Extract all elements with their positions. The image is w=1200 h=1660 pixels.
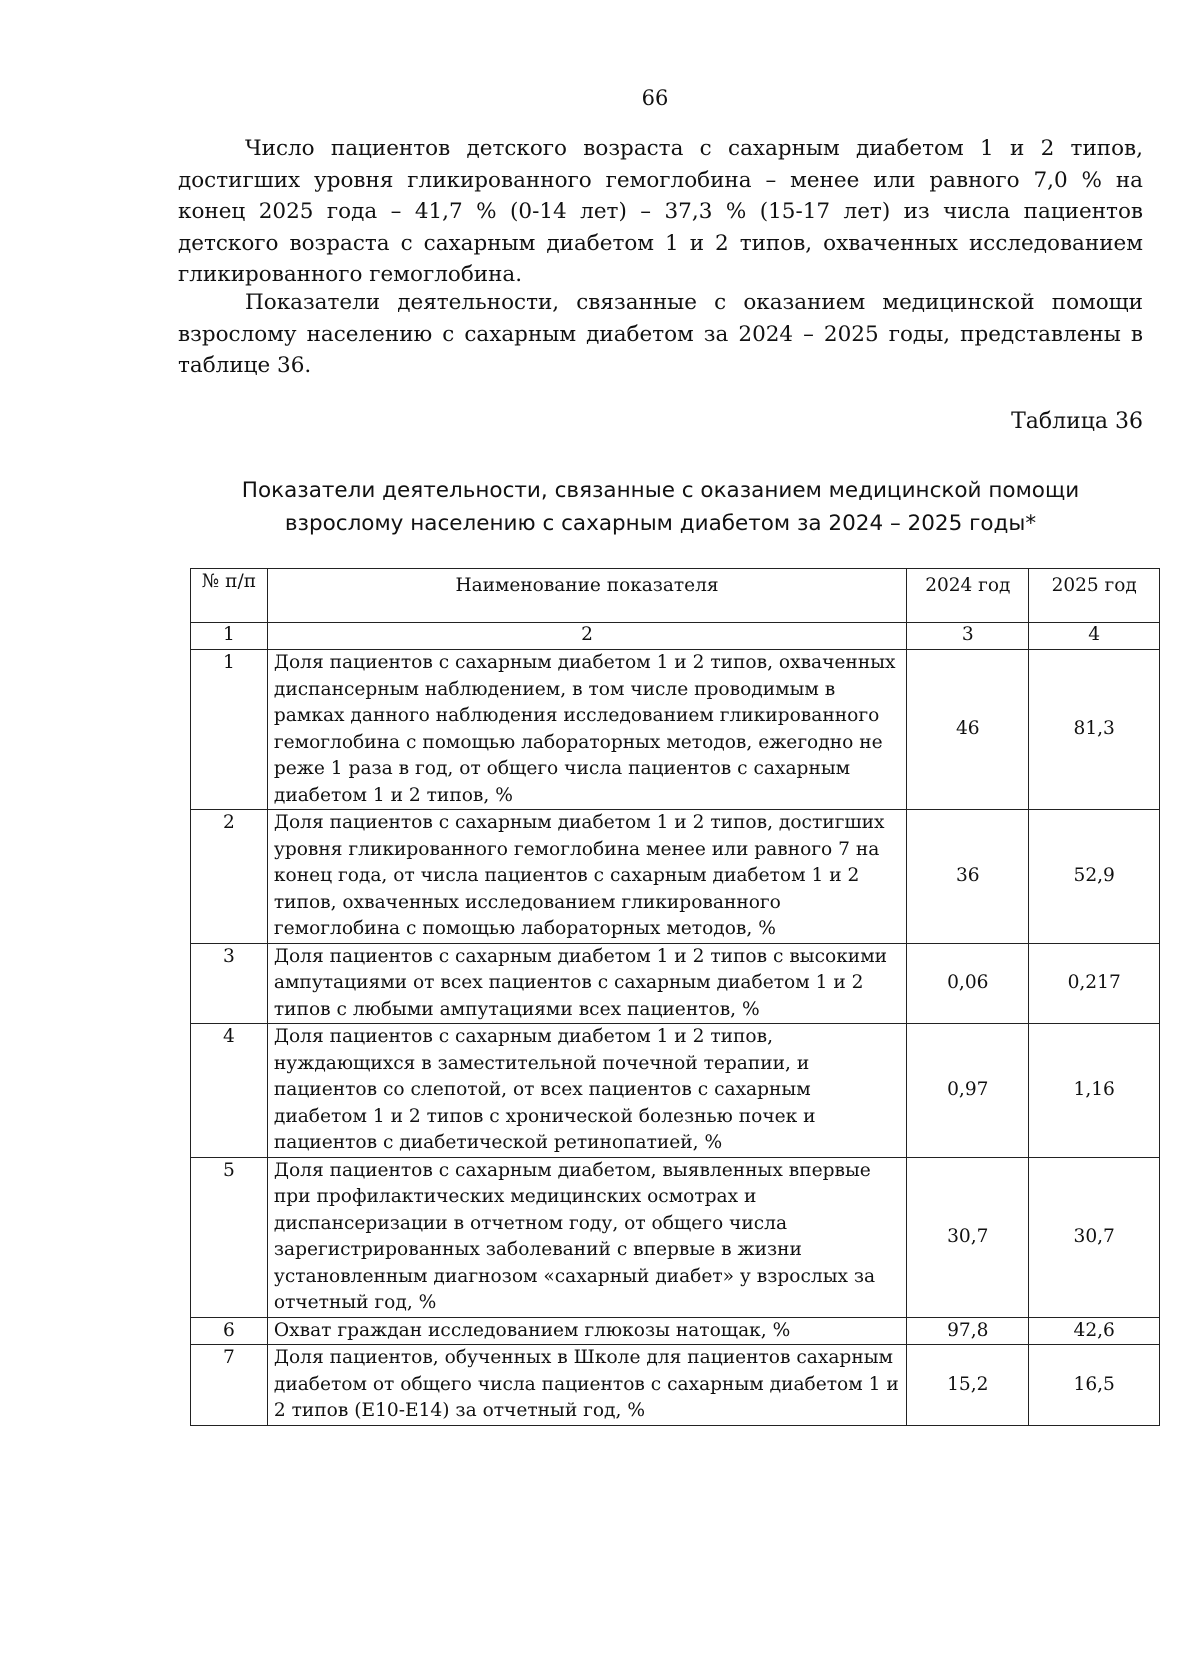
indicators-table [190, 568, 1160, 1426]
row-number: 4 [191, 1024, 268, 1158]
table-body [191, 623, 1160, 1426]
column-number: 3 [907, 623, 1029, 650]
value-2024: 46 [907, 650, 1029, 810]
row-number: 6 [191, 1317, 268, 1345]
row-number: 1 [191, 650, 268, 810]
indicator-name: Доля пациентов с сахарным диабетом 1 и 2 типов, охваченных диспансерным наблюдением, в том числе проводимым в рамках данного наблюдения исследованием гликированного гемоглобина с помощью лабораторных методов, ежегодно не реже 1 раза в год, от общего числа пациентов с сахарным диабетом 1 и 2 типов, % [267, 650, 906, 810]
value-2024: 15,2 [907, 1345, 1029, 1426]
row-number: 5 [191, 1157, 268, 1317]
table-row [191, 943, 1160, 1024]
indicator-name: Доля пациентов с сахарным диабетом 1 и 2 типов, достигших уровня гликированного гемоглобина менее или равного 7 на конец года, от числа пациентов с сахарным диабетом 1 и 2 типов, охваченных исследованием гликированного гемоглобина с помощью лабораторных методов, % [267, 810, 906, 944]
value-2025: 81,3 [1029, 650, 1160, 810]
header-2024: 2024 год [907, 569, 1029, 623]
value-2025: 1,16 [1029, 1024, 1160, 1158]
table-row [191, 810, 1160, 944]
table-row [191, 1345, 1160, 1426]
indicator-name: Доля пациентов с сахарным диабетом, выявленных впервые при профилактических медицинских осмотрах и диспансеризации в отчетном году, от общего числа зарегистрированных заболеваний с впервые в жизни установленным диагнозом «сахарный диабет» у взрослых за отчетный год, % [267, 1157, 906, 1317]
row-number: 2 [191, 810, 268, 944]
column-number: 1 [191, 623, 268, 650]
column-number: 4 [1029, 623, 1160, 650]
table-title-line-1: Показатели деятельности, связанные с оказанием медицинской помощи [241, 478, 1080, 503]
header-num: № п/п [191, 569, 268, 623]
indicator-name: Охват граждан исследованием глюкозы натощак, % [267, 1317, 906, 1345]
value-2025: 52,9 [1029, 810, 1160, 944]
value-2024: 30,7 [907, 1157, 1029, 1317]
table-row [191, 1157, 1160, 1317]
paragraph-children-hba1c: Число пациентов детского возраста с сахарным диабетом 1 и 2 типов, достигших уровня гликированного гемоглобина – менее или равного 7,0 % на конец 2025 года – 41,7 % (0-14 лет) – 37,3 % (15-17 лет) из числа пациентов детского возраста с сахарным диабетом 1 и 2 типов, охваченных исследованием гликированного гемоглобина. [178, 136, 1143, 287]
value-2024: 0,97 [907, 1024, 1029, 1158]
page-number: 66 [641, 86, 669, 110]
indicator-name: Доля пациентов с сахарным диабетом 1 и 2 типов с высокими ампутациями от всех пациентов с сахарным диабетом 1 и 2 типов с любыми ампутациями всех пациентов, % [267, 943, 906, 1024]
row-number: 7 [191, 1345, 268, 1426]
value-2025: 16,5 [1029, 1345, 1160, 1426]
value-2024: 97,8 [907, 1317, 1029, 1345]
header-name: Наименование показателя [267, 569, 906, 623]
value-2025: 42,6 [1029, 1317, 1160, 1345]
table-title [178, 474, 1143, 540]
header-2025: 2025 год [1029, 569, 1160, 623]
table-row [191, 1317, 1160, 1345]
table-row [191, 650, 1160, 810]
value-2025: 0,217 [1029, 943, 1160, 1024]
paragraph-table-intro: Показатели деятельности, связанные с оказанием медицинской помощи взрослому населению с сахарным диабетом за 2024 – 2025 годы, представлены в таблице 36. [178, 290, 1143, 378]
indicator-name: Доля пациентов с сахарным диабетом 1 и 2 типов, нуждающихся в заместительной почечной терапии, и пациентов со слепотой, от всех пациентов с сахарным диабетом 1 и 2 типов с хронической болезнью почек и пациентов с диабетической ретинопатией, % [267, 1024, 906, 1158]
column-number: 2 [267, 623, 906, 650]
column-numbers-row [191, 623, 1160, 650]
value-2024: 36 [907, 810, 1029, 944]
table-title-line-2: взрослому населению с сахарным диабетом за 2024 – 2025 годы* [284, 511, 1037, 536]
indicator-name: Доля пациентов, обученных в Школе для пациентов сахарным диабетом от общего числа пациентов с сахарным диабетом 1 и 2 типов (E10-E14) за отчетный год, % [267, 1345, 906, 1426]
row-number: 3 [191, 943, 268, 1024]
table-row [191, 1024, 1160, 1158]
value-2024: 0,06 [907, 943, 1029, 1024]
value-2025: 30,7 [1029, 1157, 1160, 1317]
table-label: Таблица 36 [1011, 409, 1143, 434]
